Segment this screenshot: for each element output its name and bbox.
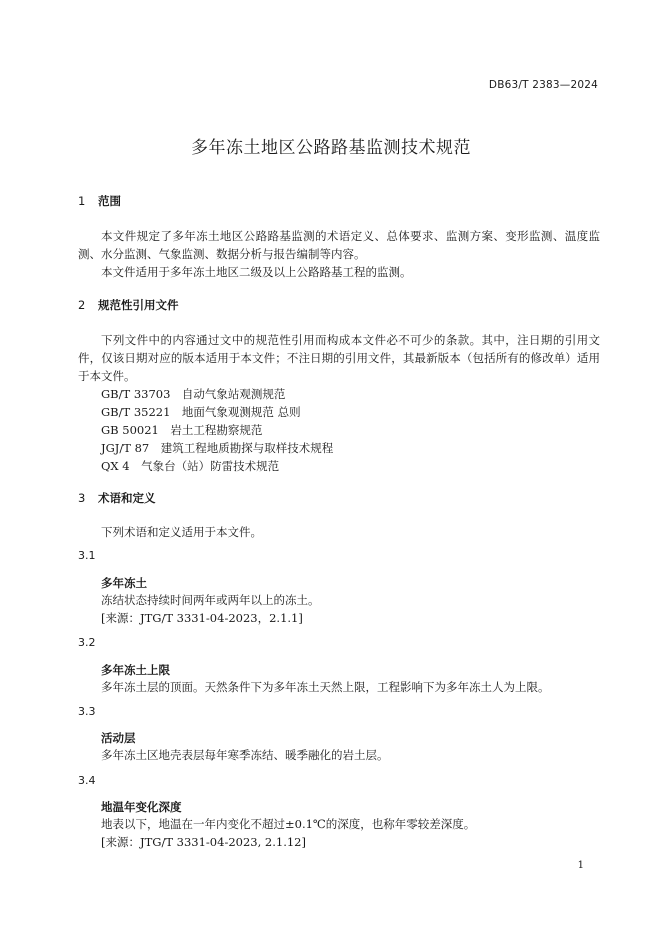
section-heading (78, 490, 156, 506)
term-source: [来源：JTG/T 3331-04-2023, 2.1.12] (101, 835, 306, 849)
term-definition: 多年冻土区地壳表层每年寒季冻结、暖季融化的岩土层。 (101, 748, 389, 762)
reference-item: GB 50021 岩土工程勘察规范 (101, 423, 263, 437)
term-name: 多年冻土 (101, 576, 147, 590)
term-number: 3.3 (78, 705, 96, 718)
term-name: 地温年变化深度 (101, 800, 182, 814)
paragraph: 下列文件中的内容通过文中的规范性引用而构成本文件必不可少的条款。其中，注日期的引用文件，仅该日期对应的版本适用于本文件；不注日期的引用文件，其最新版本（包括所有的修改单）适用于本文件。 (78, 333, 600, 383)
term-source: [来源：JTG/T 3331-04-2023，2.1.1] (101, 611, 303, 625)
section-title: 范围 (98, 194, 122, 208)
reference-item: GB/T 33703 自动气象站观测规范 (101, 387, 286, 401)
reference-item: JGJ/T 87 建筑工程地质勘探与取样技术规程 (101, 441, 334, 455)
paragraph: 本文件适用于多年冻土地区二级及以上公路路基工程的监测。 (101, 265, 412, 279)
term-definition: 地表以下，地温在一年内变化不超过±0.1℃的深度，也称年零较差深度。 (101, 817, 476, 831)
term-definition: 冻结状态持续时间两年或两年以上的冻土。 (101, 593, 320, 607)
section-number: 3 (78, 491, 86, 505)
section-heading (78, 297, 179, 313)
document-code: DB63/T 2383—2024 (488, 79, 598, 91)
reference-item: GB/T 35221 地面气象观测规范 总则 (101, 405, 301, 419)
paragraph: 下列术语和定义适用于本文件。 (101, 525, 262, 539)
term-name: 活动层 (101, 731, 136, 745)
section-number: 1 (78, 194, 86, 208)
term-definition: 多年冻土层的顶面。天然条件下为多年冻土天然上限，工程影响下为多年冻土人为上限。 (101, 680, 550, 694)
document-title: 多年冻土地区公路路基监测技术规范 (191, 138, 471, 158)
paragraph: 本文件规定了多年冻土地区公路路基监测的术语定义、总体要求、监测方案、变形监测、温度监测、水分监测、气象监测、数据分析与报告编制等内容。 (78, 229, 600, 261)
section-heading (78, 193, 121, 209)
term-number: 3.1 (78, 549, 96, 562)
page-number: 1 (577, 860, 584, 871)
term-number: 3.4 (78, 774, 96, 787)
section-title: 术语和定义 (98, 491, 156, 505)
section-title: 规范性引用文件 (98, 298, 179, 312)
term-number: 3.2 (78, 636, 96, 649)
term-name: 多年冻土上限 (101, 663, 170, 677)
section-number: 2 (78, 298, 86, 312)
reference-item: QX 4 气象台（站）防雷技术规范 (101, 459, 280, 473)
